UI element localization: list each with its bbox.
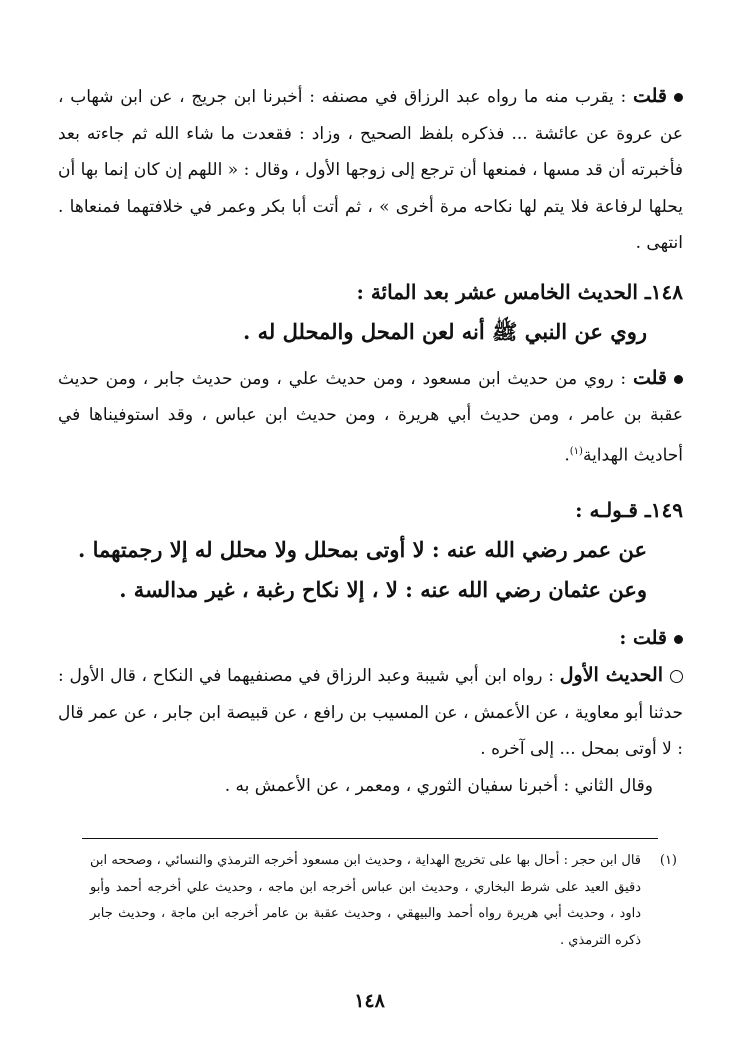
hadith-149-title: ١٤٩ـ قـولـه : [575, 497, 683, 522]
paragraph-qult-3 [58, 620, 683, 658]
bullet-icon [674, 93, 683, 102]
paragraph-text: : روي من حديث ابن مسعود ، ومن حديث علي ، ومن حديث جابر ، ومن حديث عقبة بن عامر ، ومن حديث أبي هريرة ، ومن حديث ابن عباس ، وقد استوفيناها في أحاديث الهداية [58, 368, 683, 466]
footnote-text: قال ابن حجر : أحال بها على تخريج الهداية ، وحديث ابن مسعود أخرجه الترمذي والنسائي ، وصححه ابن دقيق العيد على شرط البخاري ، وحديث ابن عباس أخرجه ابن ماجه ، وحديث علي أخرجه أحمد وأبو داود ، وحديث أبي هريرة رواه أحمد والبيهقي ، وحديث عقبة بن عامر أخرجه ابن ماجة ، وحديث جابر ذكره الترمذي . [90, 853, 641, 948]
paragraph-lead: قلت [632, 85, 667, 107]
paragraph-lead: الحديث الأول [559, 664, 664, 687]
hadith-148-title: ١٤٨ـ الحديث الخامس عشر بعد المائة : [356, 279, 683, 304]
bullet-icon [674, 375, 683, 384]
page-number: ١٤٨ [354, 990, 385, 1012]
page-body [58, 78, 683, 804]
paragraph-first-hadith [58, 657, 683, 768]
paragraph-end: . [564, 445, 570, 466]
circle-bullet-icon [670, 670, 683, 683]
footnotes [90, 848, 677, 954]
paragraph-second-narration: وقال الثاني : أخبرنا سفيان الثوري ، ومعمر ، عن الأعمش به . [224, 775, 653, 796]
footnote-divider [82, 838, 658, 839]
paragraph-lead: قلت : [619, 626, 667, 649]
hadith-149-line-2: وعن عثمان رضي الله عنه : لا ، إلا نكاح رغبة ، غير مدالسة . [119, 576, 647, 602]
hadith-148-text: روي عن النبي ﷺ أنه لعن المحل والمحلل له . [243, 318, 647, 344]
paragraph-lead: قلت [632, 366, 668, 389]
paragraph-text: : رواه ابن أبي شيبة وعبد الرزاق في مصنفيهما في النكاح ، قال الأول : حدثنا أبو معاوية ، عن الأعمش ، عن المسيب بن رافع ، عن قبيصة ابن جابر ، عن عمر قال : لا أوتى بمحل ... إلى آخره . [58, 666, 684, 760]
paragraph-qult-2 [58, 360, 683, 474]
paragraph-text: : يقرب منه ما رواه عبد الرزاق في مصنفه : أخبرنا ابن جريج ، عن ابن شهاب ، عن عروة عن عائشة ... فذكره بلفظ الصحيح ، وزاد : فقعدت ما شاء الله ثم جاءته بعد فأخبرته أن قد مسها ، فمنعها أن ترجع إلى زوجها الأول ، وقال : « اللهم إن كان إنما بها أن يحلها لرفاعة فلا يتم لها نكاحه مرة أخرى » ، ثم أتت أبا بكر وعمر في خلافتهما فمنعاها . انتهى . [58, 87, 683, 253]
bullet-icon [674, 635, 683, 644]
footnote-number: (١) [659, 853, 677, 868]
paragraph-qult-1 [58, 78, 683, 262]
hadith-149-line-1: عن عمر رضي الله عنه : لا أوتى بمحلل ولا محلل له إلا رجمتهما . [78, 536, 647, 562]
footnote-reference: (١) [569, 445, 583, 457]
